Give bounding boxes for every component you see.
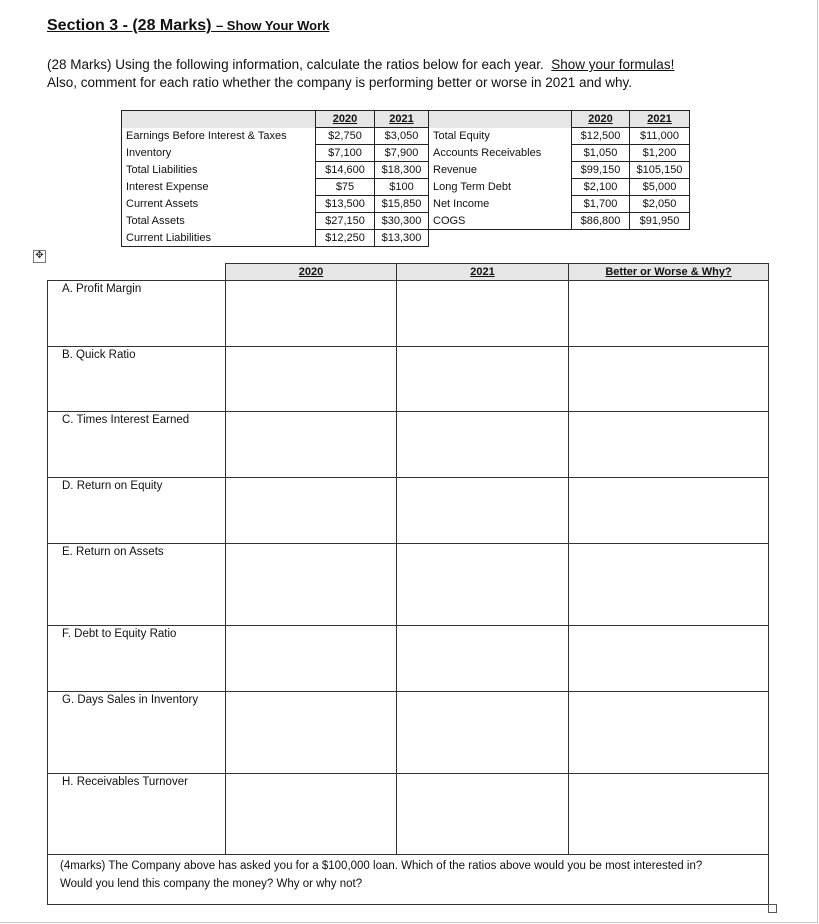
current-liabilities-2020: $12,250 xyxy=(316,230,375,247)
header-better-or-worse: Better or Worse & Why? xyxy=(569,264,769,281)
header-2020: 2020 xyxy=(226,264,397,281)
ratio-label-profit-margin: A. Profit Margin xyxy=(48,281,226,347)
accounts-receivables-2020: $1,050 xyxy=(572,145,630,162)
section-title: Section 3 - (28 Marks) – Show Your Work xyxy=(47,17,330,34)
answer-cell-2021[interactable] xyxy=(397,626,569,692)
cogs-2020: $86,800 xyxy=(572,213,630,230)
long-term-debt-2021: $5,000 xyxy=(630,179,690,196)
instructions xyxy=(47,56,747,92)
answer-cell-2021[interactable] xyxy=(397,544,569,626)
total-assets-2021: $30,300 xyxy=(375,213,429,230)
header-blank xyxy=(48,264,226,281)
interest-expense-2020: $75 xyxy=(316,179,375,196)
total-liabilities-2020: $14,600 xyxy=(316,162,375,179)
answer-cell-comment[interactable] xyxy=(569,626,769,692)
answer-cell-2020[interactable] xyxy=(226,478,397,544)
answer-cell-2021[interactable] xyxy=(397,347,569,412)
total-assets-2020: $27,150 xyxy=(316,213,375,230)
header-2021-right: 2021 xyxy=(630,111,690,128)
ratio-label-quick-ratio: B. Quick Ratio xyxy=(48,347,226,412)
accounts-receivables-2021: $1,200 xyxy=(630,145,690,162)
answer-cell-2021[interactable] xyxy=(397,692,569,774)
label-cogs: COGS xyxy=(429,213,572,230)
answer-cell-2020[interactable] xyxy=(226,281,397,347)
table-resize-handle-icon[interactable] xyxy=(768,904,777,913)
answer-cell-comment[interactable] xyxy=(569,544,769,626)
loan-question-line-2: Would you lend this company the money? Why or why not? xyxy=(60,878,363,890)
instructions-line-2: Also, comment for each ratio whether the company is performing better or worse in 2021 and why. xyxy=(47,75,633,90)
header-2020-left: 2020 xyxy=(316,111,375,128)
ebit-2020: $2,750 xyxy=(316,128,375,145)
header-2020-right: 2020 xyxy=(572,111,630,128)
long-term-debt-2020: $2,100 xyxy=(572,179,630,196)
answer-cell-comment[interactable] xyxy=(569,692,769,774)
answer-cell-comment[interactable] xyxy=(569,347,769,412)
current-assets-2020: $13,500 xyxy=(316,196,375,213)
inventory-2021: $7,900 xyxy=(375,145,429,162)
header-blank-left xyxy=(122,111,316,128)
ratio-label-days-sales-in-inventory: G. Days Sales in Inventory xyxy=(48,692,226,774)
answer-cell-2021[interactable] xyxy=(397,478,569,544)
ratio-answer-table xyxy=(47,263,769,905)
label-total-assets: Total Assets xyxy=(122,213,316,230)
answer-cell-2021[interactable] xyxy=(397,774,569,855)
header-blank-right xyxy=(429,111,572,128)
loan-question-cell[interactable] xyxy=(48,855,769,905)
label-total-liabilities: Total Liabilities xyxy=(122,162,316,179)
answer-cell-2021[interactable] xyxy=(397,281,569,347)
label-interest-expense: Interest Expense xyxy=(122,179,316,196)
answer-cell-comment[interactable] xyxy=(569,412,769,478)
ratio-label-return-on-equity: D. Return on Equity xyxy=(48,478,226,544)
answer-cell-2020[interactable] xyxy=(226,774,397,855)
label-inventory: Inventory xyxy=(122,145,316,162)
answer-cell-comment[interactable] xyxy=(569,281,769,347)
answer-cell-comment[interactable] xyxy=(569,478,769,544)
answer-cell-2020[interactable] xyxy=(226,544,397,626)
empty-cell xyxy=(429,230,690,247)
financial-data-table xyxy=(121,110,690,247)
revenue-2020: $99,150 xyxy=(572,162,630,179)
cogs-2021: $91,950 xyxy=(630,213,690,230)
ebit-2021: $3,050 xyxy=(375,128,429,145)
net-income-2021: $2,050 xyxy=(630,196,690,213)
move-handle-icon[interactable]: ✥ xyxy=(33,250,46,263)
answer-cell-2021[interactable] xyxy=(397,412,569,478)
revenue-2021: $105,150 xyxy=(630,162,690,179)
label-current-assets: Current Assets xyxy=(122,196,316,213)
loan-question-line-1: (4marks) The Company above has asked you for a $100,000 loan. Which of the ratios above would you be most interested in? xyxy=(60,860,703,872)
answer-cell-2020[interactable] xyxy=(226,347,397,412)
label-net-income: Net Income xyxy=(433,198,490,210)
label-accounts-receivables: Accounts Receivables xyxy=(433,147,542,159)
inventory-2020: $7,100 xyxy=(316,145,375,162)
total-equity-2020: $12,500 xyxy=(572,128,630,145)
answer-cell-2020[interactable] xyxy=(226,626,397,692)
net-income-2020: $1,700 xyxy=(572,196,630,213)
label-total-equity: Total Equity xyxy=(433,130,490,142)
label-long-term-debt: Long Term Debt xyxy=(433,181,512,193)
header-2021-left: 2021 xyxy=(375,111,429,128)
show-formulas-note: Show your formulas! xyxy=(551,57,675,72)
label-ebit: Earnings Before Interest & Taxes xyxy=(122,128,316,145)
ratio-label-debt-to-equity: F. Debt to Equity Ratio xyxy=(48,626,226,692)
ratio-label-return-on-assets: E. Return on Assets xyxy=(48,544,226,626)
instructions-line-1: (28 Marks) Using the following information, calculate the ratios below for each year. xyxy=(47,57,544,72)
current-assets-2021: $15,850 xyxy=(375,196,429,213)
ratio-label-times-interest-earned: C. Times Interest Earned xyxy=(48,412,226,478)
current-liabilities-2021: $13,300 xyxy=(375,230,429,247)
total-equity-2021: $11,000 xyxy=(630,128,690,145)
label-revenue: Revenue xyxy=(433,164,478,176)
ratio-label-receivables-turnover: H. Receivables Turnover xyxy=(48,774,226,855)
answer-cell-comment[interactable] xyxy=(569,774,769,855)
answer-cell-2020[interactable] xyxy=(226,692,397,774)
header-2021: 2021 xyxy=(397,264,569,281)
total-liabilities-2021: $18,300 xyxy=(375,162,429,179)
interest-expense-2021: $100 xyxy=(375,179,429,196)
answer-cell-2020[interactable] xyxy=(226,412,397,478)
label-current-liabilities: Current Liabilities xyxy=(122,230,316,247)
